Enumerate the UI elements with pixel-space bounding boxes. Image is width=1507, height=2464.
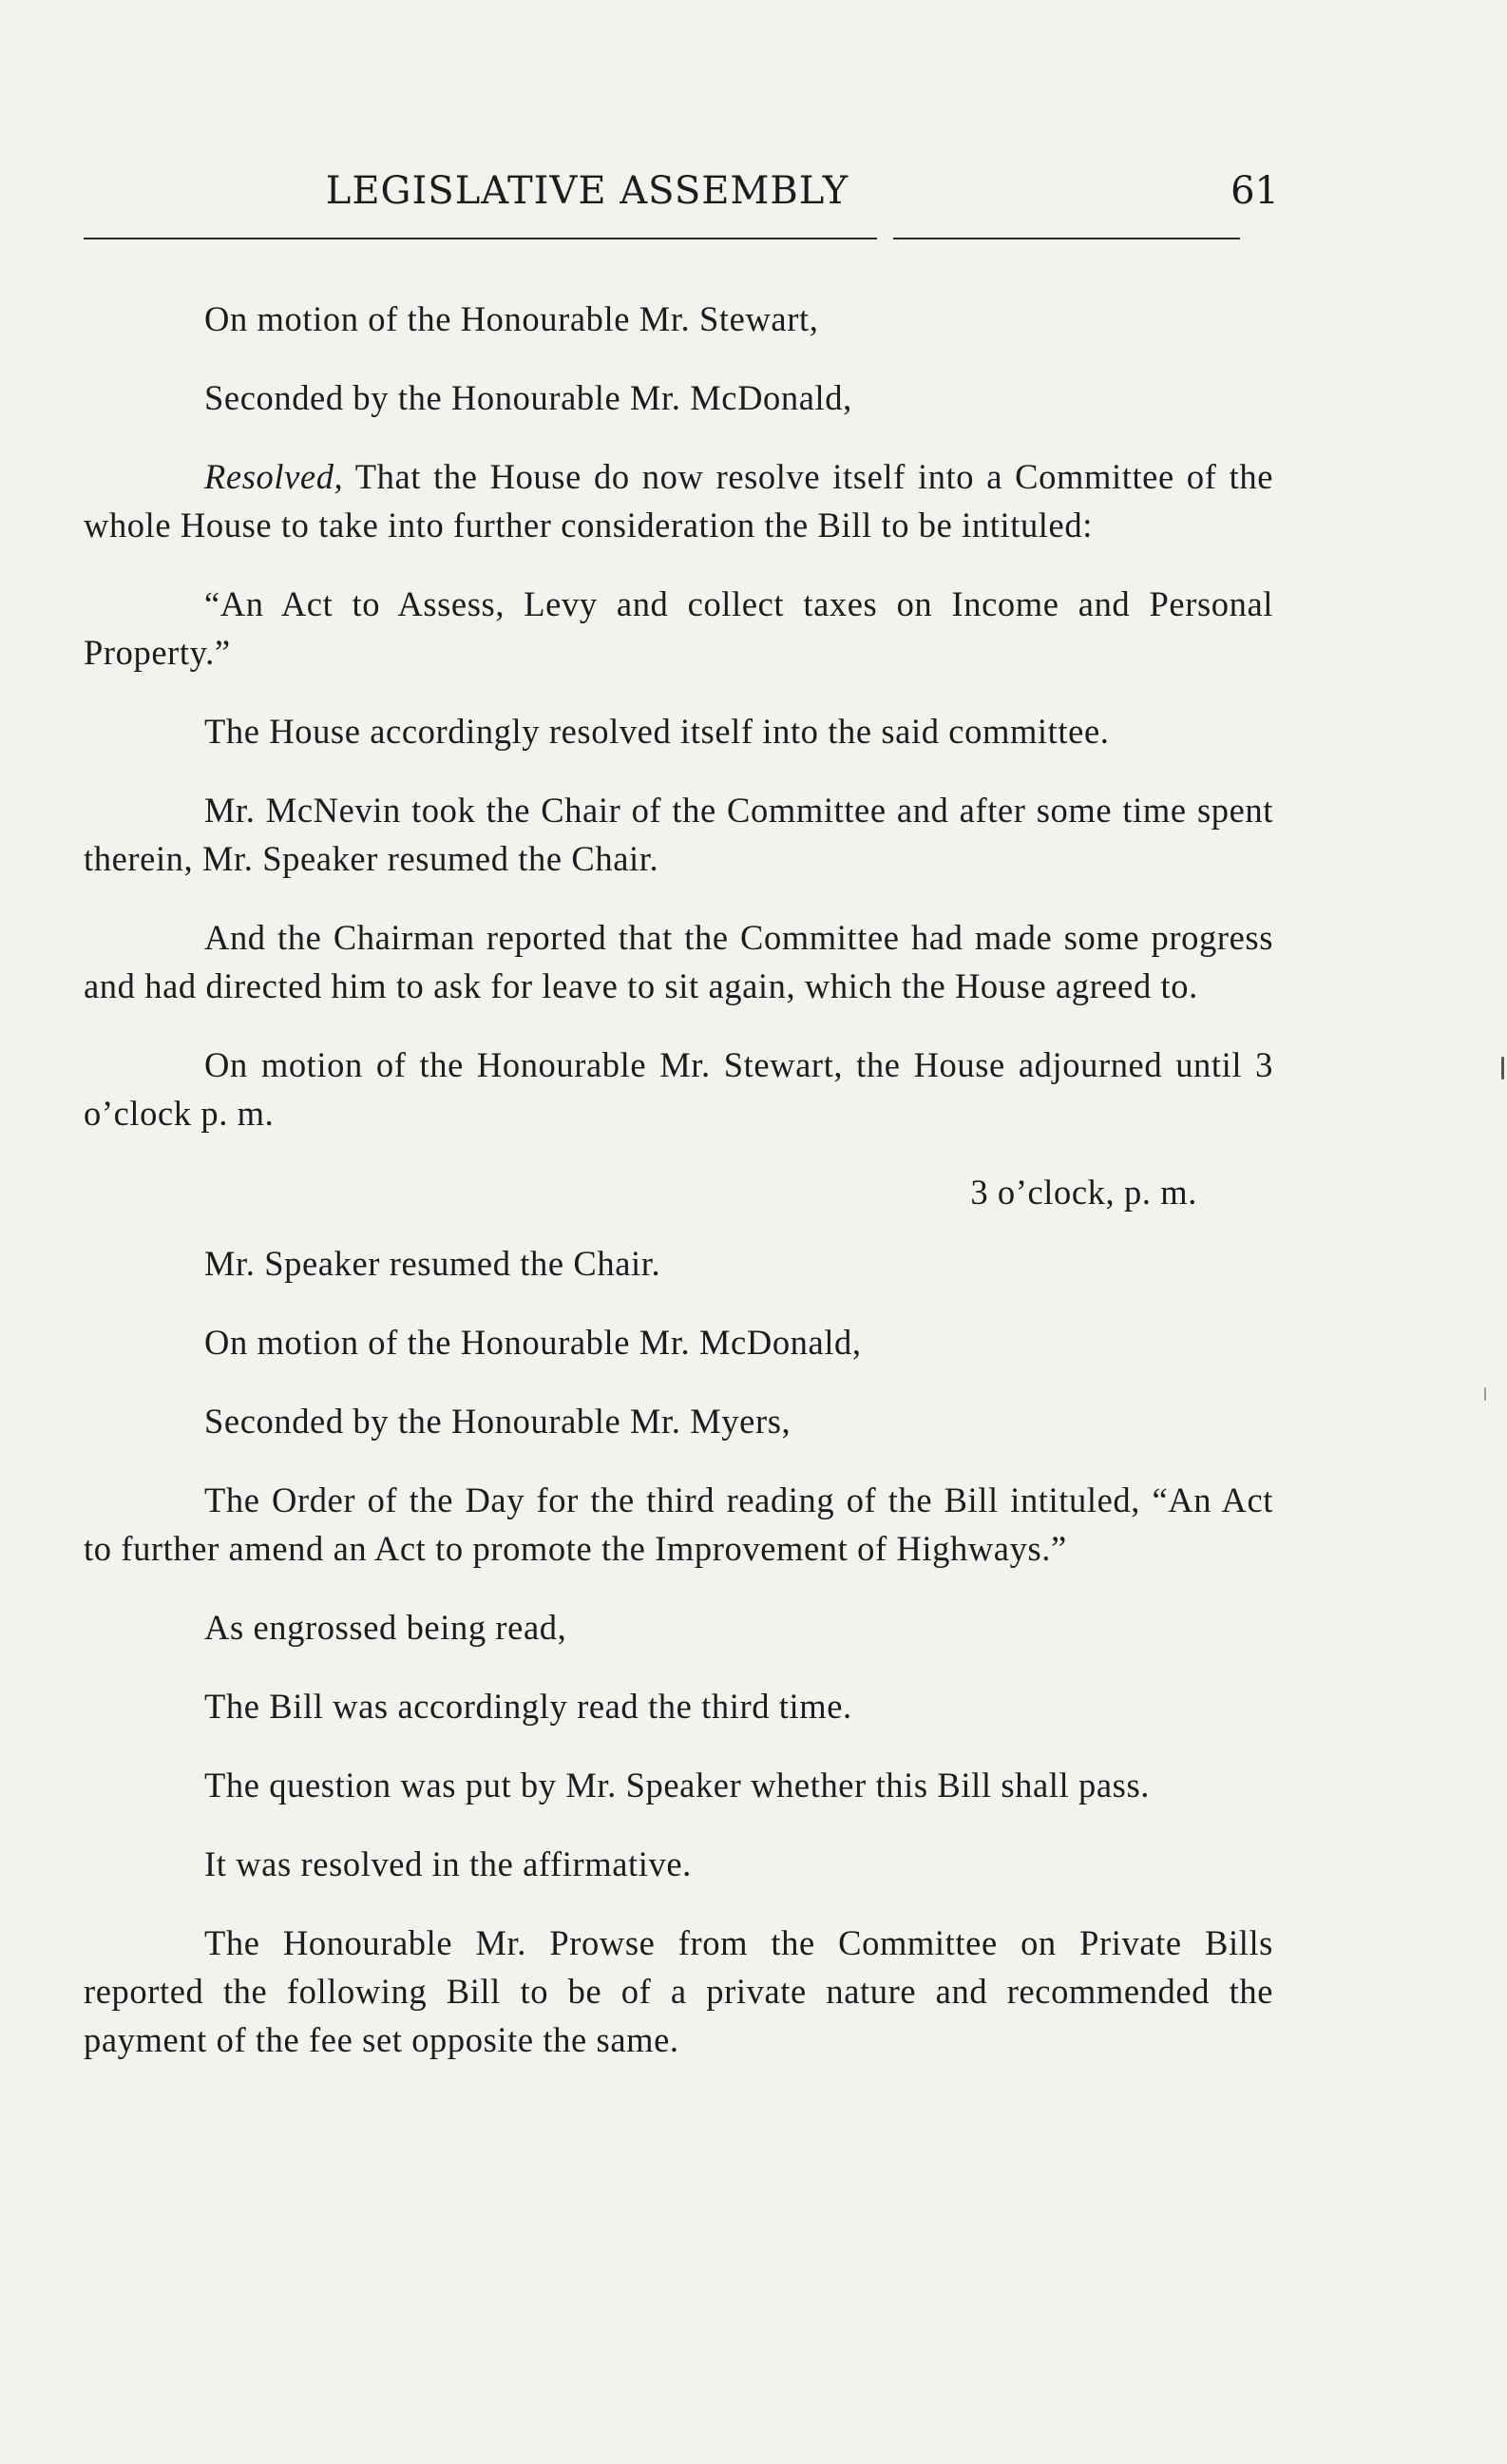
resolved-lead: Resolved, [204,457,344,496]
paragraph-affirmative: It was resolved in the affirmative. [204,1844,692,1883]
paragraph-third-reading: The Bill was accordingly read the third time. [204,1687,852,1726]
running-head: LEGISLATIVE ASSEMBLY [325,169,849,213]
paragraph-private-bills: The Honourable Mr. Prowse from the Committee on Private Bills reported the following Bill to be of a private nature and recommended the payment of the fee set opposite the same. [84,1923,1273,2059]
resolved-text: That the House do now resolve itself into a Committee of the whole House to take into further consideration the Bill to be intituled: [84,457,1273,544]
paragraph-house-resolved: The House accordingly resolved itself into the said committee. [204,712,1110,751]
paragraph-seconded: Seconded by the Honourable Mr. McDonald, [204,378,852,417]
body-text [84,295,1273,2094]
scan-mark [1484,1387,1486,1401]
page-number: 61 [1230,169,1279,213]
paragraph-question: The question was put by Mr. Speaker whether this Bill shall pass. [204,1766,1150,1805]
page-header [84,169,1279,217]
header-rule-left [84,238,877,239]
paragraph-resolved [84,452,1273,549]
paragraph-speaker-resumed: Mr. Speaker resumed the Chair. [204,1244,661,1283]
paragraph-motion: On motion of the Honourable Mr. Stewart, [204,299,819,338]
paragraph-engrossed: As engrossed being read, [204,1608,567,1647]
paragraph-act-title: “An Act to Assess, Levy and collect taxes on Income and Personal Property.” [84,584,1273,672]
time-heading: 3 o’clock, p. m. [970,1173,1197,1212]
paragraph-chair: Mr. McNevin took the Chair of the Committee and after some time spent therein, Mr. Speaker resumed the Chair. [84,791,1273,878]
scan-mark [1501,1057,1504,1079]
paragraph-seconded-myers: Seconded by the Honourable Mr. Myers, [204,1402,792,1441]
paragraph-adjourned: On motion of the Honourable Mr. Stewart, the House adjourned until 3 o’clock p. m. [84,1045,1273,1133]
paragraph-order-of-day: The Order of the Day for the third reading of the Bill intituled, “An Act to further amend an Act to promote the Improvement of Highways.” [84,1480,1273,1568]
paragraph-motion-mcdonald: On motion of the Honourable Mr. McDonald, [204,1323,862,1362]
header-rule-right [893,238,1240,239]
paragraph-chairman-report: And the Chairman reported that the Committee had made some progress and had directed him to ask for leave to sit again, which the House agreed to. [84,918,1273,1005]
